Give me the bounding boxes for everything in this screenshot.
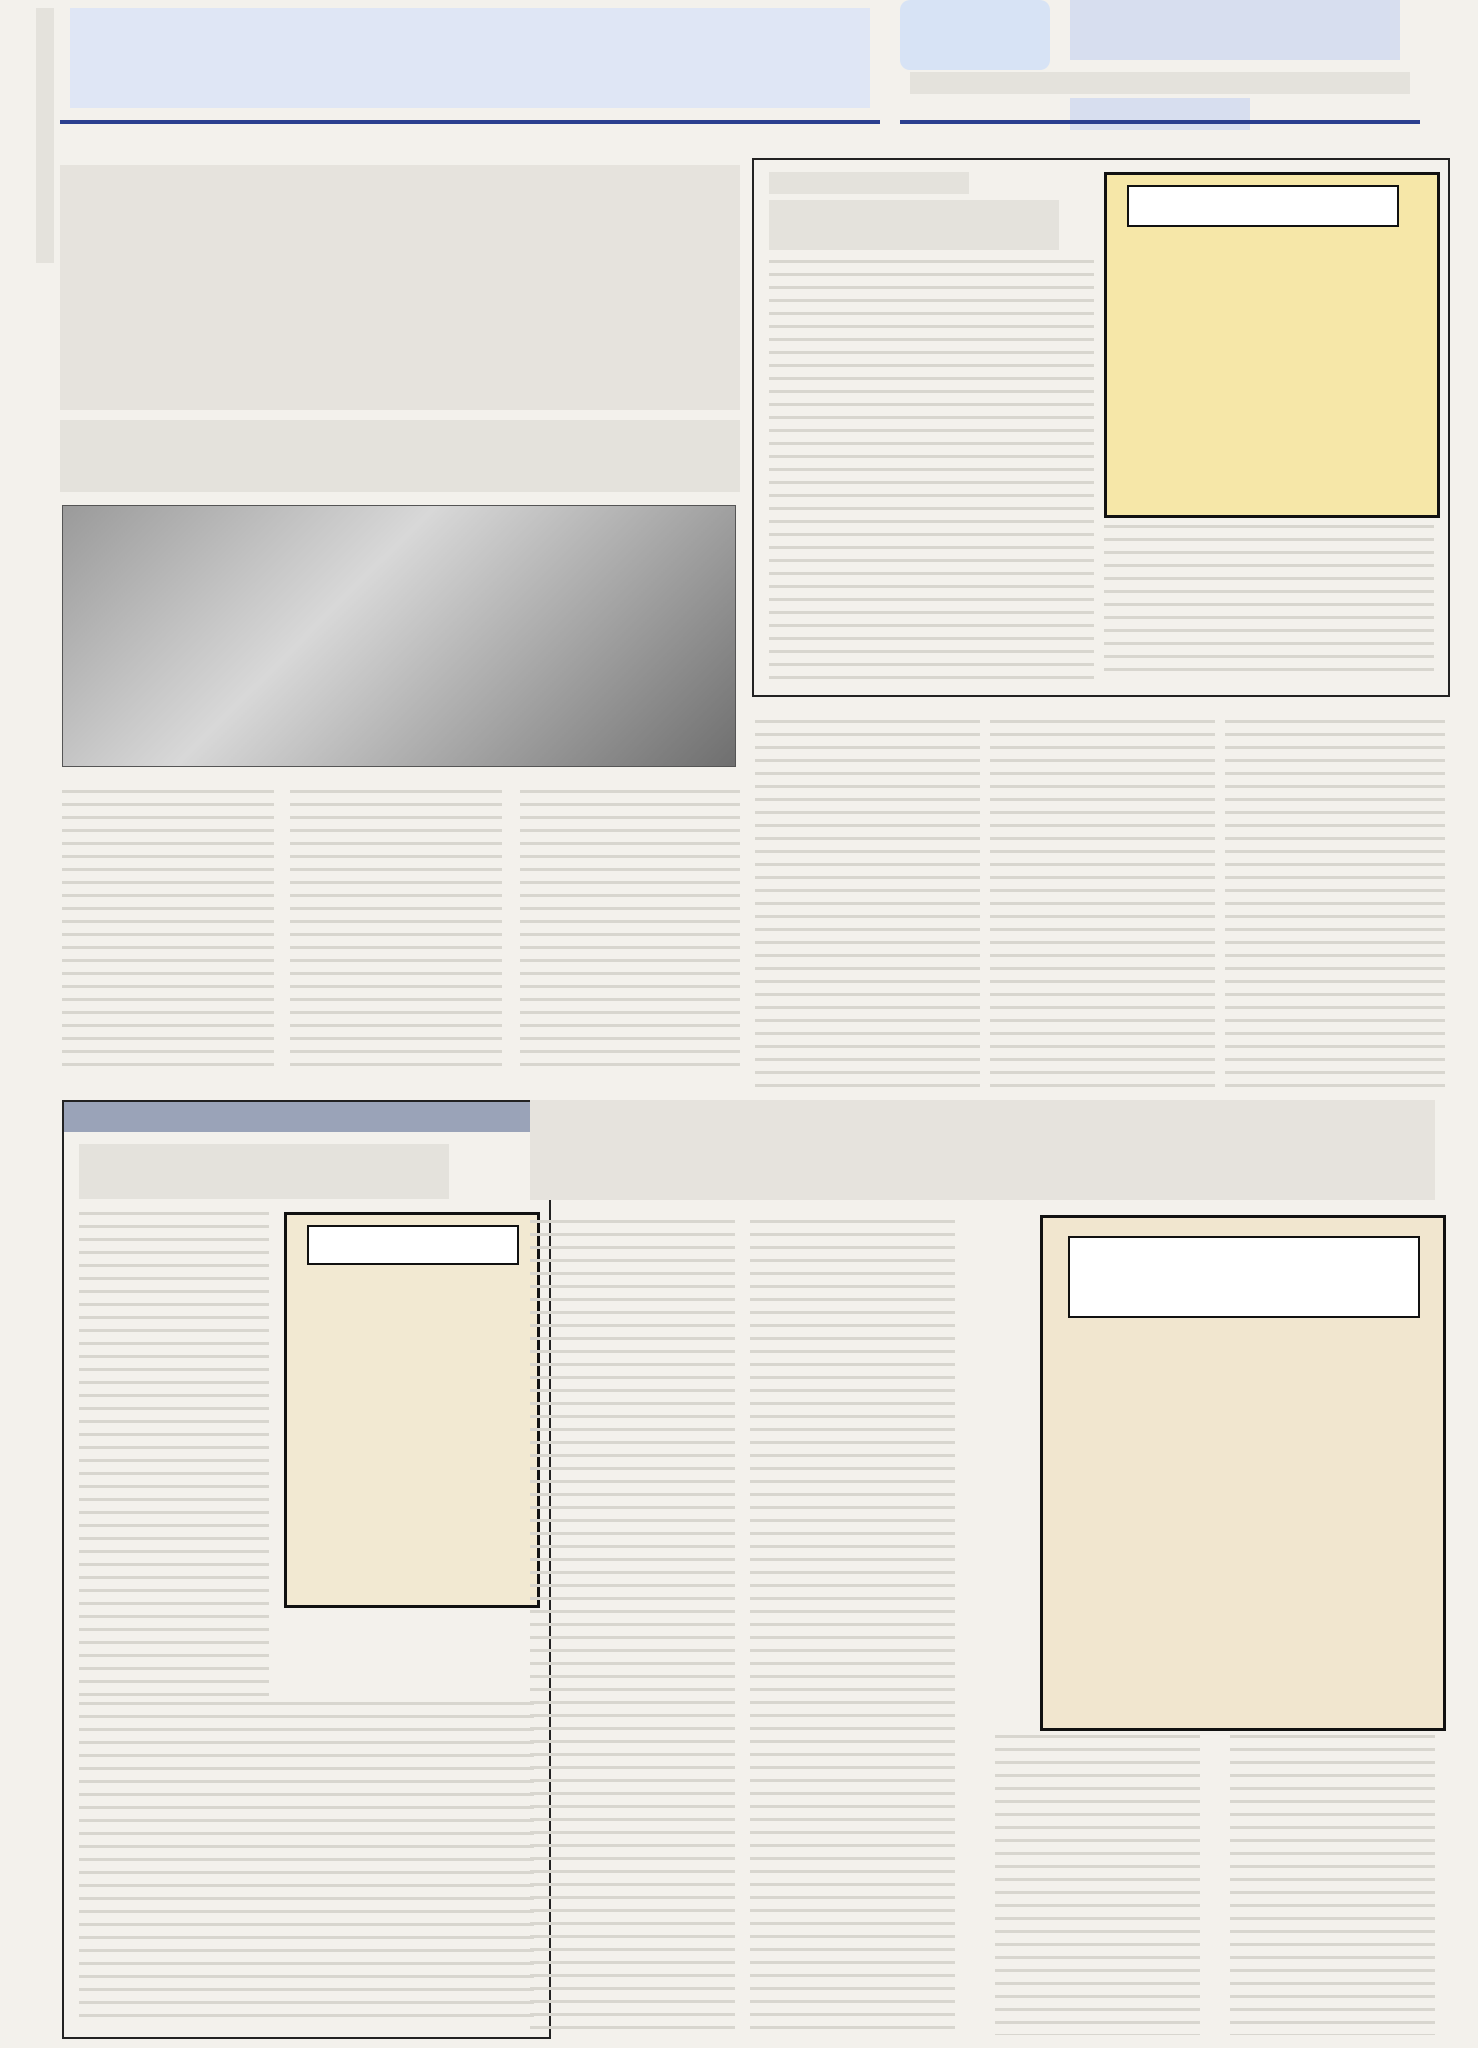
sentimenti-headline — [79, 1144, 449, 1199]
section3-headline — [530, 1100, 1435, 1200]
masthead-rule-left — [60, 120, 880, 124]
lead-col-5 — [990, 720, 1215, 1095]
sidebar-box — [752, 158, 1450, 697]
lead-col-6 — [1225, 720, 1445, 1095]
sidebar-kicker — [769, 172, 969, 194]
section3-col-4 — [1230, 1735, 1435, 2035]
masthead-rule-right — [900, 120, 1420, 124]
sentimenti-box — [62, 1100, 551, 2039]
comic-kiss — [284, 1212, 540, 1608]
lead-subhead — [60, 420, 740, 492]
comic-couple — [1104, 172, 1440, 518]
lead-col-4 — [755, 720, 980, 1095]
wedding-photo — [62, 505, 736, 767]
lead-headline — [60, 165, 740, 410]
side-date — [36, 8, 54, 263]
comic-kiss-caption — [307, 1225, 519, 1265]
masthead — [0, 0, 1478, 135]
brand-name — [1070, 0, 1400, 60]
comic-caption — [1127, 185, 1399, 227]
sentimenti-kicker — [64, 1102, 549, 1132]
section3-col-3 — [995, 1735, 1200, 2035]
section3-col-2 — [750, 1220, 955, 2035]
comic-family — [1040, 1215, 1446, 1731]
comic-family-caption — [1068, 1236, 1420, 1318]
sidebar-body — [769, 260, 1094, 680]
sidebar-body-2 — [1104, 525, 1434, 680]
brand-logo — [900, 0, 1050, 70]
lead-col-1 — [62, 790, 274, 1070]
lead-col-2 — [290, 790, 502, 1070]
section3-col-1 — [530, 1220, 735, 2035]
sidebar-headline — [769, 200, 1059, 250]
sentimenti-body — [79, 1702, 534, 2022]
brand-subtitle — [910, 72, 1410, 94]
masthead-left-title — [70, 8, 870, 108]
lead-col-3 — [520, 790, 740, 1070]
brand-informa — [1070, 98, 1250, 130]
sentimenti-col-left — [79, 1212, 269, 1697]
